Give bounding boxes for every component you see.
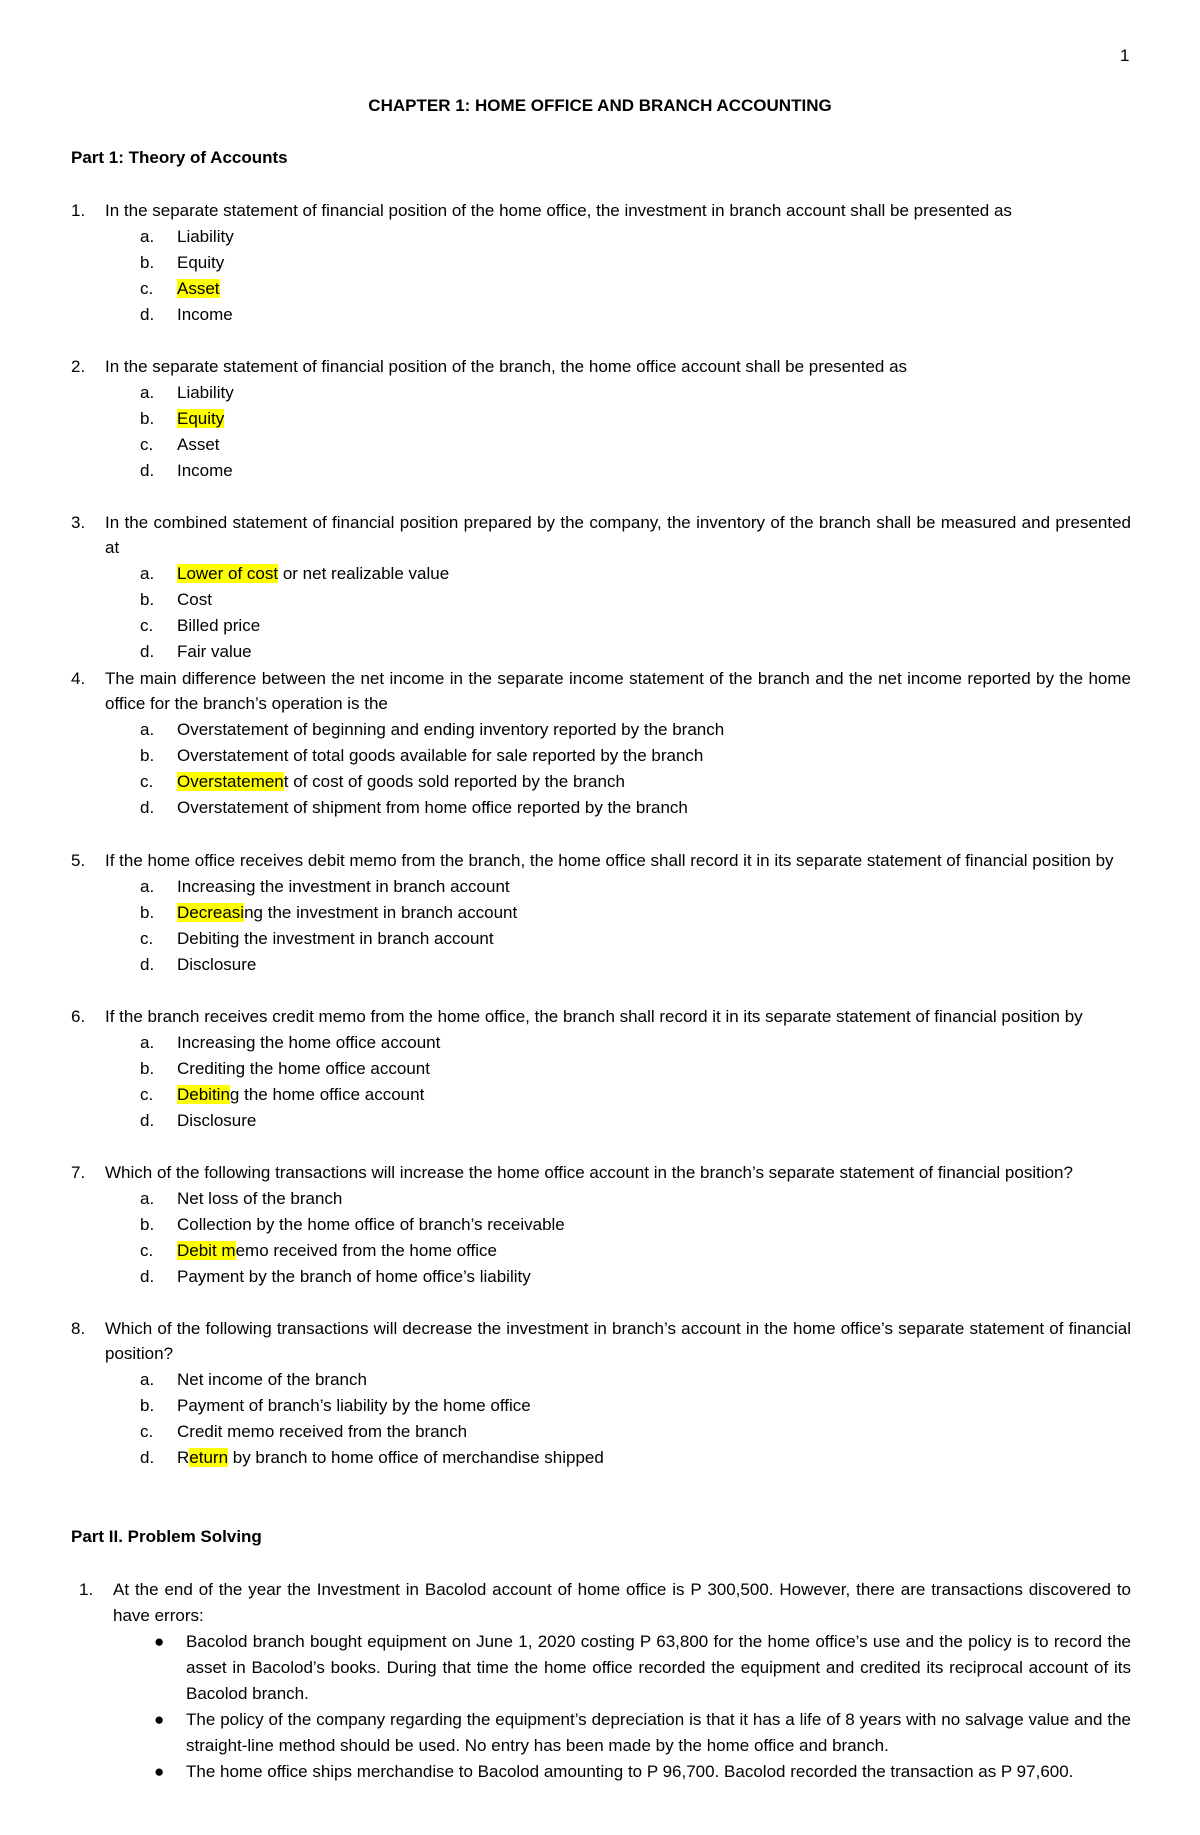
option xyxy=(71,1264,1131,1290)
option-text xyxy=(177,1238,497,1264)
option-letter: a. xyxy=(140,1370,155,1389)
highlighted-answer: Overstatemen xyxy=(177,772,284,791)
option xyxy=(71,1186,1131,1212)
highlighted-answer: Debit m xyxy=(177,1241,236,1260)
option-letter: c. xyxy=(140,929,154,948)
option xyxy=(71,717,1131,743)
option-text-rest: Liability xyxy=(177,383,234,402)
option-text-rest: Billed price xyxy=(177,616,261,635)
option xyxy=(71,952,1131,978)
option xyxy=(71,406,1131,432)
question-stem: Which of the following transactions will decrease the investment in branch’s account in the home office’s separate statement of financial position? xyxy=(105,1319,1131,1363)
option xyxy=(71,769,1131,795)
problem-1 xyxy=(79,1577,1131,1785)
option-letter: b. xyxy=(140,1215,155,1234)
option xyxy=(71,224,1131,250)
option xyxy=(71,1082,1131,1108)
option-letter: c. xyxy=(140,1085,154,1104)
question-stem: If the home office receives debit memo from the branch, the home office shall record it in its separate statement of financial position by xyxy=(105,851,1114,870)
option-letter: a. xyxy=(140,383,155,402)
option-letter: d. xyxy=(140,1267,155,1286)
highlighted-answer: Decreasi xyxy=(177,903,245,922)
option-letter: c. xyxy=(140,616,154,635)
option xyxy=(71,874,1131,900)
options-list xyxy=(71,717,1131,821)
part1-heading: Part 1: Theory of Accounts xyxy=(71,148,288,167)
question-number: 4. xyxy=(71,669,86,688)
options-list xyxy=(71,1367,1131,1471)
option xyxy=(71,1393,1131,1419)
option-text xyxy=(177,900,517,926)
option-letter: a. xyxy=(140,227,155,246)
option-letter: d. xyxy=(140,1448,155,1467)
question-4 xyxy=(71,666,1131,821)
question-7 xyxy=(71,1160,1131,1290)
option xyxy=(71,1108,1131,1134)
bullet-item xyxy=(154,1629,1131,1707)
highlighted-answer: Debitin xyxy=(177,1085,230,1104)
option xyxy=(71,1367,1131,1393)
option-text xyxy=(177,1367,367,1393)
option-text-rest: Payment by the branch of home office’s liability xyxy=(177,1267,531,1286)
question-stem: In the combined statement of financial position prepared by the company, the inventory of the branch shall be measured and presented at xyxy=(105,513,1131,557)
option-letter: d. xyxy=(140,461,155,480)
option-text-rest: ng the investment in branch account xyxy=(244,903,518,922)
question-stem: If the branch receives credit memo from the home office, the branch shall record it in its separate statement of financial position by xyxy=(105,1007,1083,1026)
question-8 xyxy=(71,1316,1131,1471)
option-text-rest: or net realizable value xyxy=(278,564,450,583)
option-text xyxy=(177,276,220,302)
options-list xyxy=(71,380,1131,484)
option-text xyxy=(177,1030,440,1056)
option-text xyxy=(177,1264,531,1290)
option-letter: a. xyxy=(140,564,155,583)
option-letter: a. xyxy=(140,877,155,896)
option-text-rest: Overstatement of beginning and ending inventory reported by the branch xyxy=(177,720,725,739)
bullet-icon: ● xyxy=(154,1762,165,1781)
option-text-rest: Income xyxy=(177,461,233,480)
option-text xyxy=(177,406,224,432)
option-letter: d. xyxy=(140,1111,155,1130)
option-letter: a. xyxy=(140,1189,155,1208)
bullet-icon: ● xyxy=(154,1710,165,1729)
question-3 xyxy=(71,510,1131,665)
option-text-rest: Net income of the branch xyxy=(177,1370,367,1389)
highlighted-answer: eturn xyxy=(189,1448,229,1467)
problem-bullets xyxy=(154,1629,1131,1785)
option xyxy=(71,380,1131,406)
option-text-rest: Cost xyxy=(177,590,212,609)
option xyxy=(71,432,1131,458)
option-text xyxy=(177,926,494,952)
option-text-rest: Payment of branch’s liability by the home office xyxy=(177,1396,531,1415)
option xyxy=(71,561,1131,587)
question-number: 2. xyxy=(71,357,86,376)
option-text xyxy=(177,380,234,406)
option-text xyxy=(177,613,260,639)
option-text xyxy=(177,302,233,328)
option xyxy=(71,276,1131,302)
options-list xyxy=(71,874,1131,978)
option-text-rest: Equity xyxy=(177,253,225,272)
option-letter: d. xyxy=(140,955,155,974)
bullet-text: The home office ships merchandise to Bacolod amounting to P 96,700. Bacolod recorded the transaction as P 97,600. xyxy=(186,1762,1074,1781)
option-letter: b. xyxy=(140,409,155,428)
option-text xyxy=(177,743,703,769)
option-text xyxy=(177,250,224,276)
option-letter: a. xyxy=(140,720,155,739)
option-text xyxy=(177,432,220,458)
option-letter: c. xyxy=(140,435,154,454)
option-text-rest: Fair value xyxy=(177,642,252,661)
highlighted-answer: Lower of cost xyxy=(177,564,279,583)
option-text-rest: Income xyxy=(177,305,233,324)
highlighted-answer: Asset xyxy=(177,279,220,298)
option xyxy=(71,900,1131,926)
option xyxy=(71,250,1131,276)
bullet-item xyxy=(154,1707,1131,1759)
option-text-rest: Increasing the investment in branch account xyxy=(177,877,510,896)
options-list xyxy=(71,1030,1131,1134)
option-text-rest: Overstatement of total goods available for sale reported by the branch xyxy=(177,746,704,765)
option-text xyxy=(177,561,449,587)
question-1 xyxy=(71,198,1131,328)
options-list xyxy=(71,561,1131,665)
question-number: 3. xyxy=(71,513,86,532)
option-letter: a. xyxy=(140,1033,155,1052)
question-stem: In the separate statement of financial position of the branch, the home office account shall be presented as xyxy=(105,357,908,376)
option-text xyxy=(177,769,625,795)
option-text-rest: Net loss of the branch xyxy=(177,1189,343,1208)
option-text xyxy=(177,458,233,484)
option xyxy=(71,302,1131,328)
question-number: 8. xyxy=(71,1319,86,1338)
option-text-rest: Debiting the investment in branch account xyxy=(177,929,494,948)
page-number: 1 xyxy=(1120,46,1130,65)
option xyxy=(71,458,1131,484)
bullet-text: Bacolod branch bought equipment on June 1, 2020 costing P 63,800 for the home office’s use and the policy is to record the asset in Bacolod’s books. During that time the home office recorded the equipment and credited its reciprocal account of its Bacolod branch. xyxy=(186,1632,1131,1703)
highlighted-answer: Equity xyxy=(177,409,225,428)
question-2 xyxy=(71,354,1131,484)
option-text xyxy=(177,1056,430,1082)
option-letter: d. xyxy=(140,642,155,661)
option-text xyxy=(177,1082,424,1108)
option-text xyxy=(177,224,234,250)
option xyxy=(71,639,1131,665)
option-text-rest: t of cost of goods sold reported by the branch xyxy=(283,772,625,791)
option-letter: c. xyxy=(140,279,154,298)
option-text-rest: Increasing the home office account xyxy=(177,1033,441,1052)
question-5 xyxy=(71,848,1131,978)
option-letter: d. xyxy=(140,798,155,817)
option xyxy=(71,1445,1131,1471)
option xyxy=(71,587,1131,613)
bullet-item xyxy=(154,1759,1131,1785)
option-text-rest: Crediting the home office account xyxy=(177,1059,430,1078)
option-text-rest: Disclosure xyxy=(177,1111,257,1130)
option-text xyxy=(177,1393,531,1419)
option-text xyxy=(177,1419,467,1445)
option-text-rest: g the home office account xyxy=(229,1085,425,1104)
option-text xyxy=(177,1186,342,1212)
option xyxy=(71,1056,1131,1082)
option xyxy=(71,926,1131,952)
option-letter: c. xyxy=(140,1241,154,1260)
option xyxy=(71,795,1131,821)
option-text xyxy=(177,795,688,821)
option-letter: b. xyxy=(140,590,155,609)
option-text-rest: emo received from the home office xyxy=(235,1241,498,1260)
page-title: CHAPTER 1: HOME OFFICE AND BRANCH ACCOUNTING xyxy=(368,96,832,115)
option xyxy=(71,1419,1131,1445)
question-stem: In the separate statement of financial position of the home office, the investment in branch account shall be presented as xyxy=(105,201,1012,220)
options-list xyxy=(71,1186,1131,1290)
option-text xyxy=(177,587,212,613)
option-text-rest: Liability xyxy=(177,227,234,246)
part2-heading: Part II. Problem Solving xyxy=(71,1527,262,1546)
option-text xyxy=(177,639,252,665)
option-letter: b. xyxy=(140,903,155,922)
option-text xyxy=(177,874,510,900)
question-stem: Which of the following transactions will increase the home office account in the branch’s separate statement of financial position? xyxy=(105,1163,1073,1182)
option-text-rest: Collection by the home office of branch’s receivable xyxy=(177,1215,565,1234)
question-number: 6. xyxy=(71,1007,86,1026)
question-stem: The main difference between the net income in the separate income statement of the branch and the net income reported by the home office for the branch’s operation is the xyxy=(105,669,1131,713)
option-text-rest: Credit memo received from the branch xyxy=(177,1422,468,1441)
option xyxy=(71,1212,1131,1238)
option-text-rest: Overstatement of shipment from home office reported by the branch xyxy=(177,798,688,817)
question-number: 1. xyxy=(71,201,86,220)
question-number: 5. xyxy=(71,851,86,870)
bullet-icon: ● xyxy=(154,1632,165,1651)
option-letter: c. xyxy=(140,772,154,791)
option-letter: b. xyxy=(140,1059,155,1078)
option-letter: d. xyxy=(140,305,155,324)
option-letter: b. xyxy=(140,1396,155,1415)
option xyxy=(71,1238,1131,1264)
option-text xyxy=(177,952,256,978)
option xyxy=(71,743,1131,769)
problem-stem: At the end of the year the Investment in Bacolod account of home office is P 300,500. However, there are transactions discovered to have errors: xyxy=(113,1580,1131,1625)
bullet-text: The policy of the company regarding the equipment’s depreciation is that it has a life of 8 years with no salvage value and the straight-line method should be used. No entry has been made by the home office and branch. xyxy=(186,1710,1131,1755)
option-text-rest: R xyxy=(177,1448,190,1467)
option-text-rest: Disclosure xyxy=(177,955,257,974)
option-letter: c. xyxy=(140,1422,154,1441)
option-text xyxy=(177,1108,256,1134)
option-text-rest: by branch to home office of merchandise shipped xyxy=(228,1448,604,1467)
option-text xyxy=(177,717,724,743)
option-text xyxy=(177,1445,604,1471)
option-letter: b. xyxy=(140,253,155,272)
option-text-rest: Asset xyxy=(177,435,220,454)
option xyxy=(71,613,1131,639)
options-list xyxy=(71,224,1131,328)
option xyxy=(71,1030,1131,1056)
question-6 xyxy=(71,1004,1131,1134)
option-letter: b. xyxy=(140,746,155,765)
question-number: 7. xyxy=(71,1163,86,1182)
option-text xyxy=(177,1212,565,1238)
problem-number: 1. xyxy=(79,1580,94,1599)
